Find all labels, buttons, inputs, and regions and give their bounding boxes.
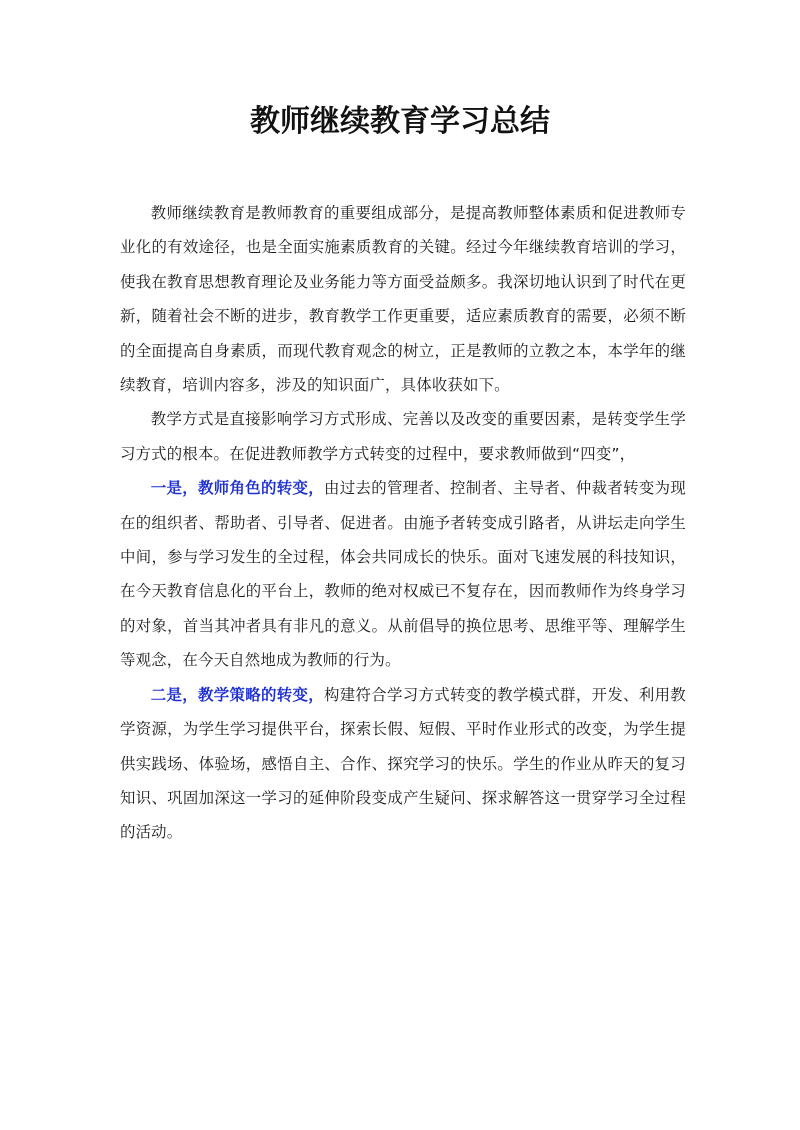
paragraph-role-change	[120, 471, 686, 677]
paragraph-strategy-change	[120, 678, 686, 850]
paragraph-intro-text: 教师继续教育是教师教育的重要组成部分，是提高教师整体素质和促进教师专业化的有效途径，也是全面实施素质教育的关键。经过今年继续教育培训的学习，使我在教育思想教育理论及业务能力等方面受益颇多。我深切地认识到了时代在更新，随着社会不断的进步，教育教学工作更重要，适应素质教育的需要，必须不断的全面提高自身素质，而现代教育观念的树立，正是教师的立教之本，本学年的继续教育，培训内容多，涉及的知识面广，具体收获如下。	[120, 204, 686, 395]
paragraph-strategy-change-text: 构建符合学习方式转变的教学模式群，开发、利用教学资源，为学生学习提供平台，探索长假、短假、平时作业形式的改变，为学生提供实践场、体验场，感悟自主、合作、探究学习的快乐。学生的作业从昨天的复习知识、巩固加深这一学习的延伸阶段变成产生疑问、探求解答这一贯穿学习全过程的活动。	[120, 685, 686, 842]
document-title: 教师继续教育学习总结	[250, 104, 550, 139]
strategy-change-heading: 二是，教学策略的转变，	[150, 685, 324, 704]
document-body	[120, 196, 686, 850]
paragraph-intro	[120, 196, 686, 402]
paragraph-teaching-method	[120, 402, 686, 471]
paragraph-role-change-text: 由过去的管理者、控制者、主导者、仲裁者转变为现在的组织者、帮助者、引导者、促进者。由施予者转变成引路者，从讲坛走向学生中间，参与学习发生的全过程，体会共同成长的快乐。面对飞速发展的科技知识，在今天教育信息化的平台上，教师的绝对权威已不复存在，因而教师作为终身学习的对象，首当其冲者具有非凡的意义。从前倡导的换位思考、思维平等、理解学生等观念，在今天自然地成为教师的行为。	[120, 479, 686, 670]
paragraph-teaching-method-text: 教学方式是直接影响学习方式形成、完善以及改变的重要因素，是转变学生学习方式的根本。在促进教师教学方式转变的过程中，要求教师做到“四变”，	[120, 410, 686, 463]
role-change-heading: 一是，教师角色的转变，	[150, 479, 324, 498]
